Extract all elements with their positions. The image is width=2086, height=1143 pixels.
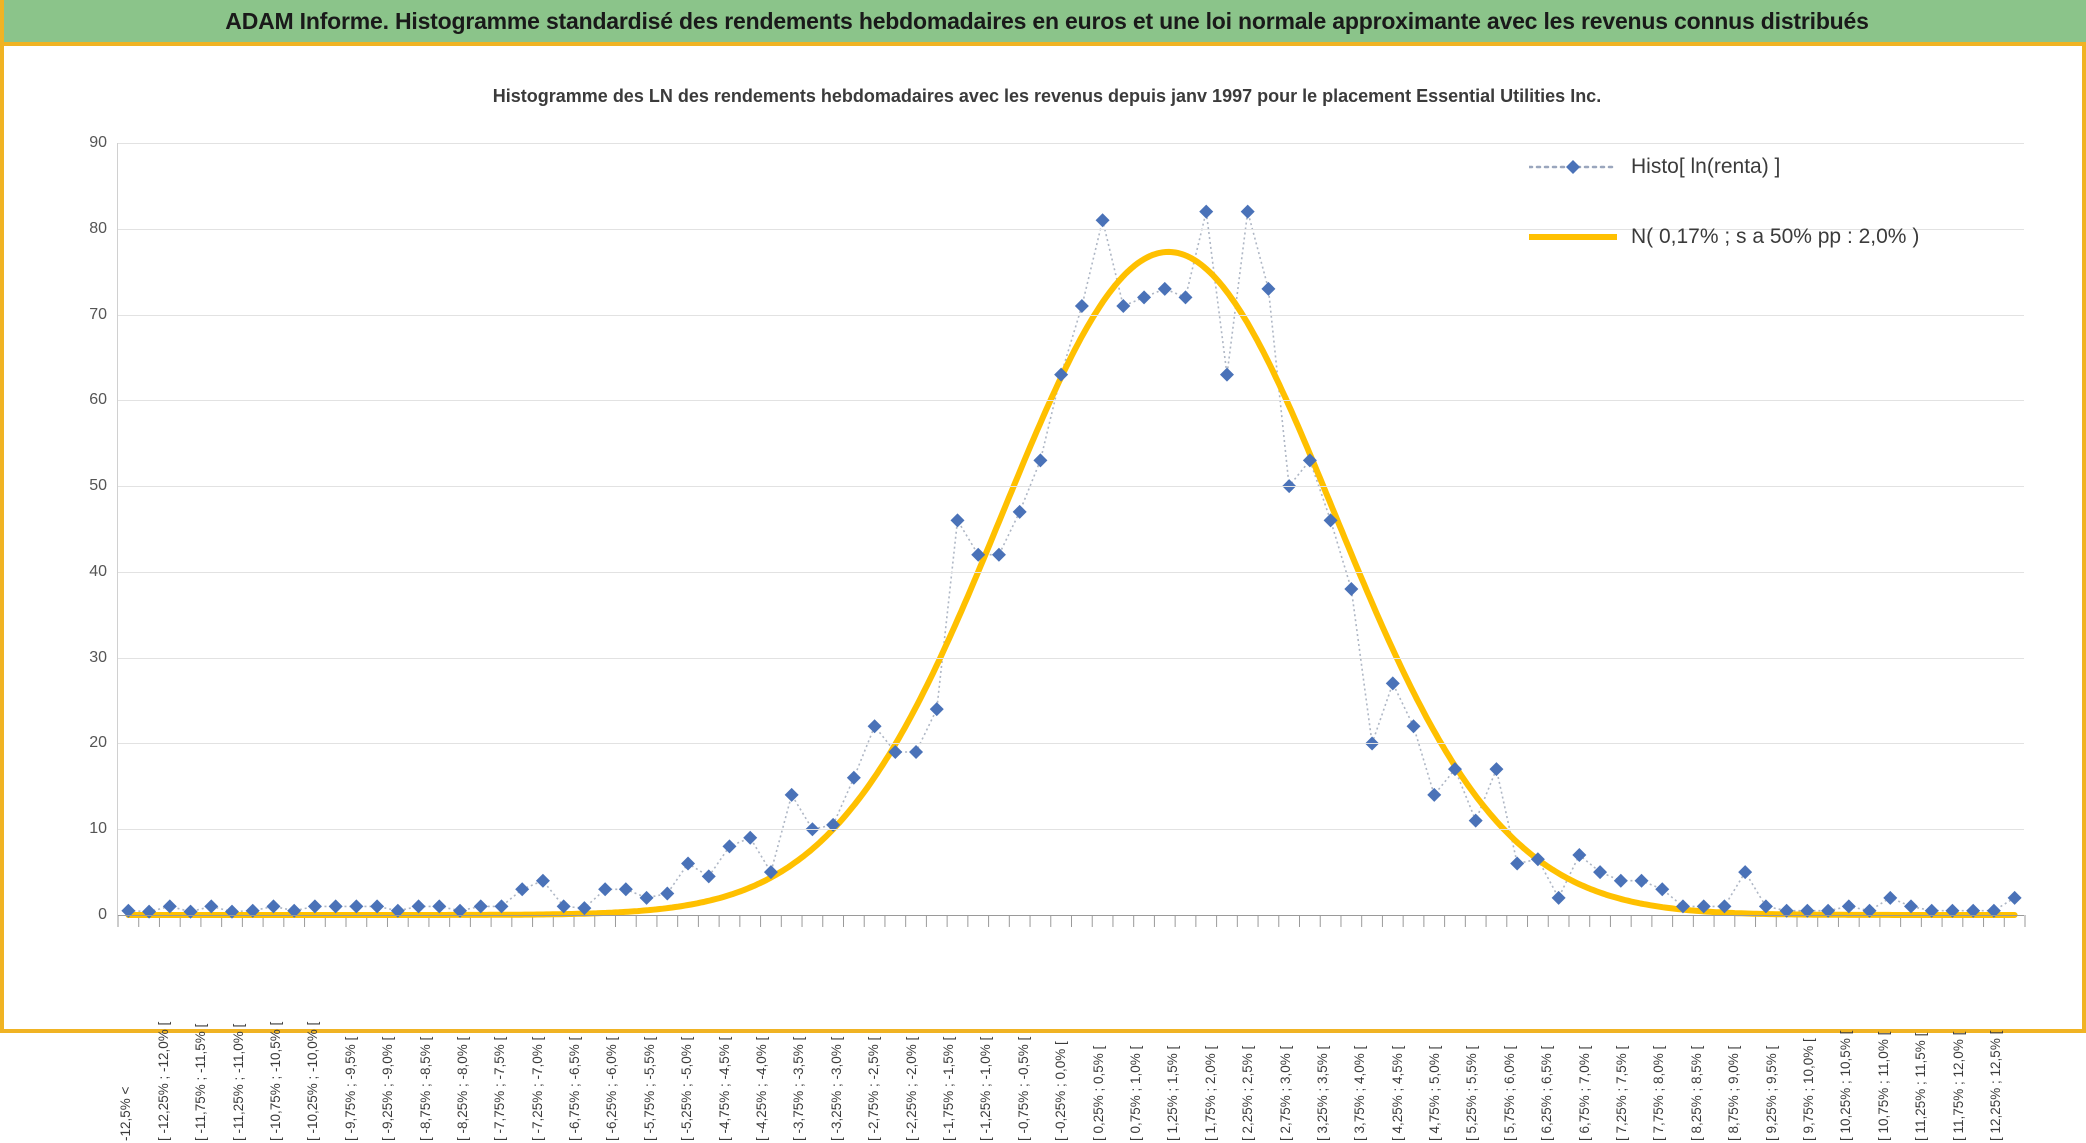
histo-point-marker [598,882,612,896]
histo-point-marker [743,831,757,845]
x-tick-label: [ -11,25% ; -11,0% [ [230,1023,246,1141]
gridline [118,400,2024,401]
histo-point-marker [308,899,322,913]
histo-point-marker [1075,299,1089,313]
x-tick-label: [ 5,25% ; 5,5% [ [1464,1045,1480,1141]
x-tick-label: [ -8,25% ; -8,0% [ [454,1036,470,1141]
x-tick-label: [ 0,75% ; 1,0% [ [1127,1045,1143,1141]
x-tick-label: -12,5% < [118,1086,134,1141]
histo-point-marker [640,891,654,905]
x-tick-label: [ 3,25% ; 3,5% [ [1314,1045,1330,1141]
histo-point-marker [702,869,716,883]
histo-point-marker [432,899,446,913]
histo-point-marker [1033,453,1047,467]
histo-point-marker [868,719,882,733]
histo-point-marker [1904,899,1918,913]
gridline [118,658,2024,659]
histo-point-marker [950,513,964,527]
y-tick-label: 90 [89,134,107,151]
report-banner [4,0,2086,46]
x-tick-label: [ 8,25% ; 8,5% [ [1688,1045,1704,1141]
histo-point-marker [329,899,343,913]
x-tick-label: [ 3,75% ; 4,0% [ [1352,1045,1368,1141]
y-tick-label: 70 [89,305,107,323]
histo-marker-icon [1529,157,1617,177]
x-tick-label: [ 8,75% ; 9,0% [ [1726,1045,1742,1141]
histo-point-marker [1738,865,1752,879]
x-tick-label: [ 6,25% ; 6,5% [ [1539,1045,1555,1141]
y-tick-label: 60 [89,391,107,409]
histo-point-marker [1386,676,1400,690]
histo-point-marker [536,874,550,888]
histo-point-marker [1344,582,1358,596]
x-tick-label: [ -7,75% ; -7,5% [ [492,1036,508,1141]
x-tick-label: [ -9,25% ; -9,0% [ [380,1036,396,1141]
x-tick-label: [ -2,75% ; -2,5% [ [866,1036,882,1141]
histo-point-marker [349,899,363,913]
x-tick-label: [ -2,25% ; -2,0% [ [903,1036,919,1141]
histo-point-marker [1407,719,1421,733]
x-tick-label: [ -5,75% ; -5,5% [ [641,1036,657,1141]
x-tick-label: [ 4,75% ; 5,0% [ [1427,1045,1443,1141]
histo-point-marker [1842,899,1856,913]
x-tick-label: [ 7,75% ; 8,0% [ [1651,1045,1667,1141]
y-tick-label: 10 [89,820,107,838]
histo-point-marker [474,899,488,913]
histo-point-marker [847,771,861,785]
histo-point-marker [1137,290,1151,304]
histo-point-marker [1096,213,1110,227]
histo-point-marker [2008,891,2022,905]
x-tick-label: [ -6,25% ; -6,0% [ [604,1036,620,1141]
gridline [118,572,2024,573]
x-tick-label: [ -4,25% ; -4,0% [ [754,1036,770,1141]
histo-point-marker [1883,891,1897,905]
x-tick-label: [ 2,25% ; 2,5% [ [1240,1045,1256,1141]
x-tick-label: [ 1,75% ; 2,0% [ [1202,1045,1218,1141]
histo-point-marker [1241,205,1255,219]
histo-point-marker [930,702,944,716]
y-tick-label: 20 [89,734,107,752]
x-tick-label: [ -10,25% ; -10,0% [ [305,1021,321,1141]
y-axis-labels [4,134,107,923]
y-tick-label: 40 [89,562,107,580]
x-tick-label: [ 11,75% ; 12,0% [ [1950,1031,1966,1141]
normal-distribution-curve [128,252,2014,915]
x-tick-label: [ 0,25% ; 0,5% [ [1090,1045,1106,1141]
histo-point-marker [619,882,633,896]
histo-point-marker [1261,282,1275,296]
chart-legend [1529,155,1999,305]
histo-point-marker [163,899,177,913]
normal-curve-marker-icon [1529,227,1617,247]
x-tick-label: [ -0,25% ; 0,0% [ [1053,1041,1069,1141]
histo-point-marker [1013,505,1027,519]
x-tick-label: [ 10,75% ; 11,0% [ [1875,1031,1891,1141]
legend-item-normal[interactable] [1529,225,1919,249]
gridline [118,829,2024,830]
banner-title: ADAM Informe. Histogramme standardisé des rendements hebdomadaires en euros et une loi normale approximante avec les revenus connus distribués [225,7,1869,34]
histo-point-marker [266,899,280,913]
legend-label-histo: Histo[ ln(renta) ] [1631,155,1781,178]
x-tick-label: [ 12,25% ; 12,5% [ [1987,1030,2003,1141]
x-tick-label: [ 10,25% ; 10,5% [ [1838,1030,1854,1141]
x-tick-label: [ 9,75% ; 10,0% [ [1801,1038,1816,1141]
y-tick-label: 30 [89,648,107,666]
histo-point-marker [1179,290,1193,304]
histo-point-marker [1469,814,1483,828]
x-tick-label: [ 11,25% ; 11,5% [ [1913,1032,1929,1141]
x-tick-label: [ 2,75% ; 3,0% [ [1277,1045,1293,1141]
histo-point-marker [1635,874,1649,888]
histo-point-marker [785,788,799,802]
x-tick-label: [ 6,75% ; 7,0% [ [1576,1045,1592,1141]
gridline [118,743,2024,744]
x-axis-labels [117,938,2024,1143]
x-tick-label: [ -9,75% ; -9,5% [ [342,1036,358,1141]
x-tick-label: [ -3,75% ; -3,5% [ [791,1036,807,1141]
histo-point-marker [515,882,529,896]
chart-title: Histogramme des LN des rendements hebdomadaires avec les revenus depuis janv 1997 pour le placement Essential Utilities Inc. [492,86,1602,106]
x-tick-label: [ 9,25% ; 9,5% [ [1763,1045,1779,1141]
x-tick-label: [ 7,25% ; 7,5% [ [1614,1045,1630,1141]
gridline [118,486,2024,487]
histo-point-marker [1614,874,1628,888]
x-tick-label: [ -4,75% ; -4,5% [ [716,1036,732,1141]
histo-point-marker [1572,848,1586,862]
y-tick-label: 0 [98,906,107,923]
gridline [118,315,2024,316]
histo-point-marker [681,857,695,871]
histo-point-marker [722,839,736,853]
x-tick-label: [ -12,25% ; -12,0% [ [155,1021,171,1141]
x-tick-label: [ 1,25% ; 1,5% [ [1165,1045,1181,1141]
x-tick-label: [ -11,75% ; -11,5% [ [193,1023,209,1141]
x-tick-label: [ -3,25% ; -3,0% [ [828,1036,844,1141]
histo-point-marker [660,887,674,901]
histo-point-marker [1489,762,1503,776]
histo-point-marker [992,548,1006,562]
x-tick-label: [ -1,75% ; -1,5% [ [940,1036,956,1141]
x-tick-label: [ -1,25% ; -1,0% [ [978,1036,994,1141]
legend-item-histo[interactable] [1529,155,1780,179]
histo-point-marker [1199,205,1213,219]
histo-point-marker [204,899,218,913]
x-tick-label: [ -8,75% ; -8,5% [ [417,1036,433,1141]
x-tick-label: [ -0,75% ; -0,5% [ [1015,1036,1031,1141]
y-tick-label: 50 [89,477,107,495]
x-tick-label: [ -6,75% ; -6,5% [ [567,1036,583,1141]
histo-point-marker [370,899,384,913]
x-tick-label: [ 4,25% ; 4,5% [ [1389,1045,1405,1141]
legend-label-normal: N( 0,17% ; s a 50% pp : 2,0% ) [1631,225,1920,248]
histo-point-marker [1116,299,1130,313]
histo-point-marker [1158,282,1172,296]
histo-point-marker [909,745,923,759]
x-tick-label: [ -5,25% ; -5,0% [ [679,1036,695,1141]
gridline [118,143,2024,144]
histo-point-marker [1552,891,1566,905]
y-tick-label: 80 [89,219,107,237]
histo-connector-line [128,212,2014,912]
histo-point-marker [1220,368,1234,382]
histo-point-marker [1510,857,1524,871]
x-tick-label: [ 5,75% ; 6,0% [ [1501,1045,1517,1141]
gridline [118,915,2024,916]
histo-point-marker [412,899,426,913]
x-tick-label: [ -10,75% ; -10,5% [ [267,1021,283,1141]
x-tick-label: [ -7,25% ; -7,0% [ [529,1036,545,1141]
